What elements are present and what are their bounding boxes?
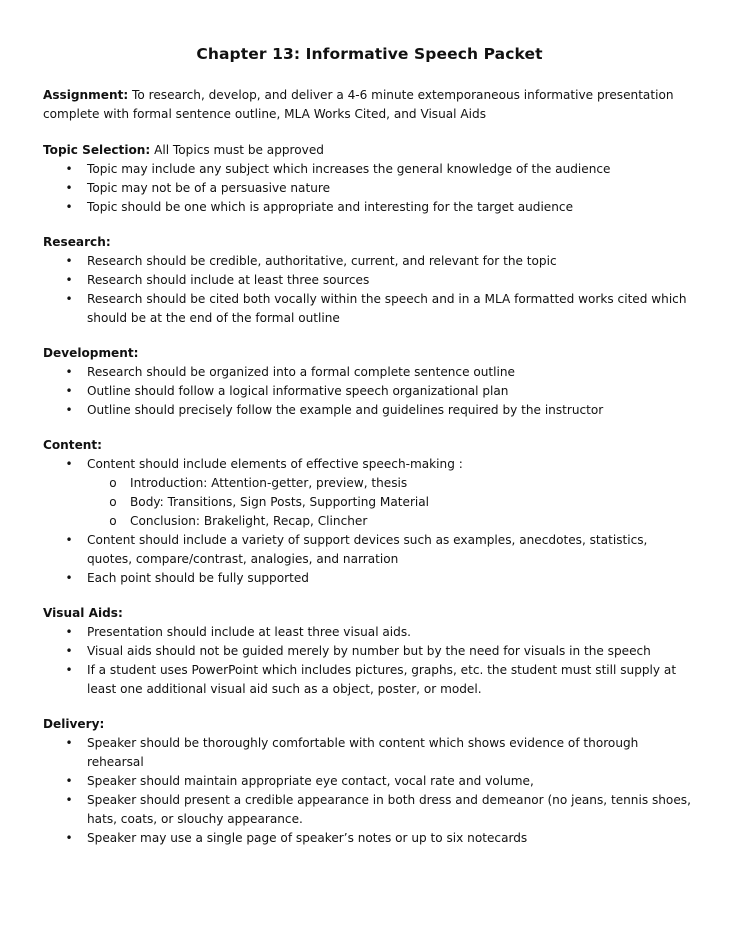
development-section	[43, 344, 696, 420]
circle-bullet-icon: o	[109, 495, 117, 509]
list-item	[43, 734, 696, 772]
bullet-icon: •	[65, 793, 73, 807]
research-section	[43, 233, 696, 328]
list-item-text: Topic may include any subject which increases the general knowledge of the audience	[87, 162, 611, 176]
bullet-icon: •	[65, 644, 73, 658]
bullet-icon: •	[65, 774, 73, 788]
assignment-heading: Assignment:	[43, 88, 129, 102]
bullet-icon: •	[65, 162, 73, 176]
delivery-list	[43, 734, 696, 848]
topic-selection-subtitle: All Topics must be approved	[150, 143, 324, 157]
list-item	[43, 661, 696, 699]
development-list	[43, 363, 696, 420]
list-item	[43, 401, 696, 420]
list-item-text: Speaker should maintain appropriate eye contact, vocal rate and volume,	[87, 774, 534, 788]
bullet-icon: •	[65, 403, 73, 417]
list-item	[43, 829, 696, 848]
list-item	[43, 791, 696, 829]
list-item	[43, 382, 696, 401]
content-header	[43, 436, 696, 455]
list-item-text: Speaker should be thoroughly comfortable with content which shows evidence of thorough rehearsal	[87, 736, 639, 769]
topic-selection-header	[43, 141, 696, 160]
content-sublist	[87, 474, 696, 531]
bullet-icon: •	[65, 292, 73, 306]
content-heading: Content:	[43, 438, 103, 452]
research-header	[43, 233, 696, 252]
bullet-icon: •	[65, 200, 73, 214]
bullet-icon: •	[65, 384, 73, 398]
bullet-icon: •	[65, 571, 73, 585]
list-item-text: Speaker may use a single page of speaker’s notes or up to six notecards	[87, 831, 528, 845]
list-item-text: Topic may not be of a persuasive nature	[87, 181, 331, 195]
research-list	[43, 252, 696, 328]
bullet-icon: •	[65, 831, 73, 845]
bullet-icon: •	[65, 663, 73, 677]
content-list	[43, 455, 696, 588]
list-item-text: Outline should precisely follow the example and guidelines required by the instructor	[87, 403, 604, 417]
bullet-icon: •	[65, 457, 73, 471]
list-item	[43, 623, 696, 642]
list-item-text: Research should be credible, authoritative, current, and relevant for the topic	[87, 254, 557, 268]
list-item-text: Topic should be one which is appropriate and interesting for the target audience	[87, 200, 574, 214]
sublist-item-text: Introduction: Attention-getter, preview, thesis	[130, 476, 408, 490]
delivery-section	[43, 715, 696, 848]
bullet-icon: •	[65, 273, 73, 287]
list-item	[43, 179, 696, 198]
list-item	[43, 198, 696, 217]
assignment-section	[43, 86, 696, 124]
list-item-text: Each point should be fully supported	[87, 571, 309, 585]
content-section	[43, 436, 696, 588]
sublist-item	[43, 493, 696, 512]
visual-aids-header	[43, 604, 696, 623]
list-item-text: Research should include at least three sources	[87, 273, 370, 287]
circle-bullet-icon: o	[109, 476, 117, 490]
page-title: Chapter 13: Informative Speech Packet	[196, 45, 543, 63]
visual-aids-section	[43, 604, 696, 699]
bullet-icon: •	[65, 736, 73, 750]
list-item-text: Content should include a variety of support devices such as examples, anecdotes, statistics, quotes, compare/contrast, analogies, and narration	[87, 533, 648, 566]
assignment-paragraph	[43, 86, 696, 124]
list-item	[43, 252, 696, 271]
list-item-text: Speaker should present a credible appearance in both dress and demeanor (no jeans, tennis shoes, hats, coats, or slouchy appearance.	[87, 793, 691, 826]
list-item-text: If a student uses PowerPoint which includes pictures, graphs, etc. the student must still supply at least one additional visual aid such as a object, poster, or model.	[87, 663, 677, 696]
list-item	[43, 271, 696, 290]
list-item	[43, 642, 696, 661]
list-item-text: Content should include elements of effective speech-making :	[87, 457, 463, 471]
circle-bullet-icon: o	[109, 514, 117, 528]
delivery-heading: Delivery:	[43, 717, 105, 731]
development-heading: Development:	[43, 346, 139, 360]
visual-aids-list	[43, 623, 696, 699]
sublist-item	[43, 512, 696, 531]
list-item-text: Visual aids should not be guided merely by number but by the need for visuals in the speech	[87, 644, 651, 658]
delivery-header	[43, 715, 696, 734]
sublist-item-text: Conclusion: Brakelight, Recap, Clincher	[130, 514, 368, 528]
topic-selection-heading: Topic Selection:	[43, 143, 151, 157]
list-item-text: Research should be organized into a formal complete sentence outline	[87, 365, 515, 379]
bullet-icon: •	[65, 254, 73, 268]
list-item	[43, 160, 696, 179]
topic-selection-section	[43, 141, 696, 217]
bullet-icon: •	[65, 625, 73, 639]
sublist-item	[43, 474, 696, 493]
list-item	[43, 290, 696, 328]
sublist-item-text: Body: Transitions, Sign Posts, Supporting Material	[130, 495, 430, 509]
assignment-text: To research, develop, and deliver a 4-6 minute extemporaneous informative presentation complete with formal sentence outline, MLA Works Cited, and Visual Aids	[43, 88, 674, 121]
list-item	[43, 569, 696, 588]
bullet-icon: •	[65, 533, 73, 547]
topic-selection-list	[43, 160, 696, 217]
research-heading: Research:	[43, 235, 111, 249]
list-item-text: Presentation should include at least three visual aids.	[87, 625, 411, 639]
list-item	[43, 363, 696, 382]
list-item	[43, 455, 696, 531]
list-item	[43, 531, 696, 569]
visual-aids-heading: Visual Aids:	[43, 606, 123, 620]
list-item-text: Research should be cited both vocally within the speech and in a MLA formatted works cited which should be at the end of the formal outline	[87, 292, 687, 325]
development-header	[43, 344, 696, 363]
bullet-icon: •	[65, 365, 73, 379]
bullet-icon: •	[65, 181, 73, 195]
list-item	[43, 772, 696, 791]
list-item-text: Outline should follow a logical informative speech organizational plan	[87, 384, 509, 398]
